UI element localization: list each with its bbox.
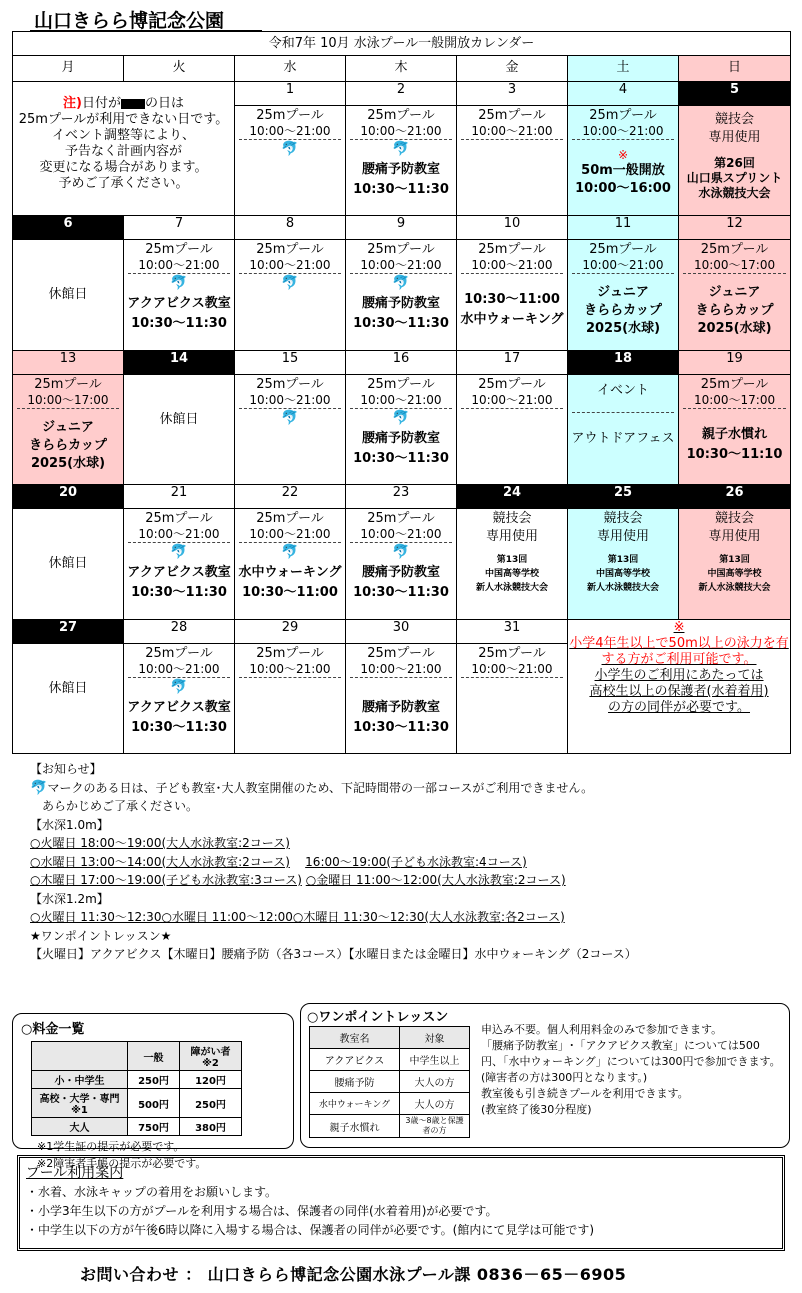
calendar-notice: 注)日付が の日は 25mプールが利用できない日です。 イベント調整等により、 予告なく計画内容が 変更になる場合があります。 予めご了承ください。 <box>13 82 235 216</box>
dow-wed: 水 <box>235 56 346 82</box>
date-10: 10 <box>457 216 568 240</box>
pool-calendar <box>12 31 791 754</box>
date-12: 12 <box>679 216 791 240</box>
date-29: 29 <box>235 620 346 644</box>
fish-icon: 🐬 <box>281 410 299 426</box>
dow-thu: 木 <box>346 56 457 82</box>
day-cell-15: 25mプール 10:00～21:00 🐬 <box>235 375 346 485</box>
day-cell-3: 25mプール 10:00～21:00 <box>457 106 568 216</box>
dow-mon: 月 <box>13 56 124 82</box>
day-cell-2: 25mプール 10:00～21:00 🐬 腰痛予防教室 10:30～11:30 <box>346 106 457 216</box>
fish-icon: 🐬 <box>392 275 410 291</box>
date-26: 26 <box>679 485 791 509</box>
day-cell-4: 25mプール 10:00～21:00 ※ 50m一般開放 10:00～16:00 <box>568 106 679 216</box>
organization-title: 山口きらら博記念公園 <box>34 10 225 32</box>
date-4: 4 <box>568 82 679 106</box>
dow-sun: 日 <box>679 56 791 82</box>
notice-section: 【お知らせ】 🐬マークのある日は、子ども教室･大人教室開催のため、下記時間帯の一部コースがご利用できません。 あらかじめご了承ください。 【水深1.0m】 ○火曜日 18:00～19:00(大人水泳教室:2コース) ○水曜日 13:00～14:00(大人水泳教室:2コース) 16:00～19:00(子ども水泳教室:4コース) ○木曜日 17:00～19:00(子ども水泳教室:3コース) ○金曜日 11:00～12:00(大人水泳教室:2コース) 【水深1.2m】 ○火曜日 11:30～12:30○水曜日 11:00～12:00○木曜日 11:30～12:30(大人水泳教室:各2コース) ★ワンポイントレッスン★ 【火曜日】アクアビクス【木曜日】腰痛予防（各3コース）【水曜日または金曜日】水中ウォーキング（2コース） <box>30 762 637 961</box>
date-16: 16 <box>346 351 457 375</box>
date-17: 17 <box>457 351 568 375</box>
day-cell-23: 25mプール 10:00～21:00 🐬 腰痛予防教室 10:30～11:30 <box>346 509 457 620</box>
pool-usage-guide: プール利用案内 ・水着、水泳キャップの着用をお願いします。 ・小学3年生以下の方がプールを利用する場合は、保護者の同伴(水着着用)が必要です。 ・中学生以下の方が午後6時以降に入場する場合は、保護者の同伴が必要です。(館内にて見学は可能です) <box>17 1155 785 1251</box>
date-11: 11 <box>568 216 679 240</box>
fish-icon: 🐬 <box>281 544 299 560</box>
date-30: 30 <box>346 620 457 644</box>
day-cell-30: 25mプール 10:00～21:00 腰痛予防教室 10:30～11:30 <box>346 644 457 754</box>
date-2: 2 <box>346 82 457 106</box>
guide-title: プール利用案内 <box>26 1165 124 1181</box>
day-cell-17: 25mプール 10:00～21:00 <box>457 375 568 485</box>
fish-icon: 🐬 <box>392 544 410 560</box>
date-8: 8 <box>235 216 346 240</box>
day-cell-16: 25mプール 10:00～21:00 🐬 腰痛予防教室 10:30～11:30 <box>346 375 457 485</box>
fish-icon: 🐬 <box>281 275 299 291</box>
fee-table: 一般 障がい者※2 小・中学生 250円 120円 高校・大学・専門※1 500円 250円 大人 750円 380円 <box>31 1041 242 1136</box>
date-9: 9 <box>346 216 457 240</box>
date-25: 25 <box>568 485 679 509</box>
black-date-sample <box>121 99 145 109</box>
day-cell-18: イベント アウトドアフェス <box>568 375 679 485</box>
date-13: 13 <box>13 351 124 375</box>
fee-title: ○料金一覧 <box>21 1022 85 1037</box>
day-cell-9: 25mプール 10:00～21:00 🐬 腰痛予防教室 10:30～11:30 <box>346 240 457 351</box>
day-cell-27: 休館日 <box>13 644 124 754</box>
day-cell-7: 25mプール 10:00～21:00 🐬 アクアビクス教室 10:30～11:30 <box>124 240 235 351</box>
fish-icon: 🐬 <box>281 141 299 157</box>
date-6: 6 <box>13 216 124 240</box>
calendar-title: 令和7年 10月 水泳プール一般開放カレンダー <box>13 32 791 56</box>
day-cell-1: 25mプール 10:00～21:00 🐬 <box>235 106 346 216</box>
day-cell-26: 競技会 専用使用 第13回 中国高等学校 新人水泳競技大会 <box>679 509 791 620</box>
date-18: 18 <box>568 351 679 375</box>
day-cell-25: 競技会 専用使用 第13回 中国高等学校 新人水泳競技大会 <box>568 509 679 620</box>
fish-icon: 🐬 <box>30 779 48 796</box>
date-1: 1 <box>235 82 346 106</box>
fish-icon: 🐬 <box>392 410 410 426</box>
fish-icon: 🐬 <box>170 544 188 560</box>
fee-panel: ○料金一覧 一般 障がい者※2 小・中学生 250円 120円 高校・大学・専門※1 500円 250円 大人 750円 380円 ※1学生証の提示が必要です。 ※2障害者手帳の提示が必要です。 <box>12 1013 294 1149</box>
lesson-description: 申込み不要。個人利用料金のみで参加できます。 「腰痛予防教室」･「アクアビクス教室」については500円、「水中ウォーキング」については300円で参加できます。(障害者の方は300円となります。) 教室後も引き続きプールを利用できます。 (教室終了後30分程度) <box>481 1023 781 1116</box>
date-23: 23 <box>346 485 457 509</box>
date-27: 27 <box>13 620 124 644</box>
date-5: 5 <box>679 82 791 106</box>
day-cell-21: 25mプール 10:00～21:00 🐬 アクアビクス教室 10:30～11:30 <box>124 509 235 620</box>
age-requirement-note: ※ 小学4年生以上で50m以上の泳力を有する方がご利用可能です。 小学生のご利用にあたっては 高校生以上の保護者(水着着用) の方の同伴が必要です。 <box>568 620 791 754</box>
day-cell-29: 25mプール 10:00～21:00 <box>235 644 346 754</box>
lesson-panel <box>300 1003 790 1148</box>
day-cell-19: 25mプール 10:00～17:00 親子水慣れ 10:30～11:10 <box>679 375 791 485</box>
date-19: 19 <box>679 351 791 375</box>
day-cell-5: 競技会 専用使用 第26回 山口県スプリント 水泳競技大会 <box>679 106 791 216</box>
day-cell-11: 25mプール 10:00～21:00 ジュニア きららカップ 2025(水球) <box>568 240 679 351</box>
day-cell-28: 25mプール 10:00～21:00 🐬 アクアビクス教室 10:30～11:30 <box>124 644 235 754</box>
fish-icon: 🐬 <box>170 679 188 695</box>
day-cell-14: 休館日 <box>124 375 235 485</box>
day-cell-6: 休館日 <box>13 240 124 351</box>
day-cell-31: 25mプール 10:00～21:00 <box>457 644 568 754</box>
date-15: 15 <box>235 351 346 375</box>
date-24: 24 <box>457 485 568 509</box>
date-21: 21 <box>124 485 235 509</box>
date-20: 20 <box>13 485 124 509</box>
date-7: 7 <box>124 216 235 240</box>
day-cell-8: 25mプール 10:00～21:00 🐬 <box>235 240 346 351</box>
dow-fri: 金 <box>457 56 568 82</box>
day-cell-24: 競技会 専用使用 第13回 中国高等学校 新人水泳競技大会 <box>457 509 568 620</box>
contact-info: お問い合わせ ： 山口きらら博記念公園水泳プール課 0836－65－6905 <box>80 1265 627 1284</box>
date-28: 28 <box>124 620 235 644</box>
date-22: 22 <box>235 485 346 509</box>
fish-icon: 🐬 <box>170 275 188 291</box>
day-cell-10: 25mプール 10:00～21:00 10:30～11:00 水中ウォーキング <box>457 240 568 351</box>
date-14: 14 <box>124 351 235 375</box>
lesson-table: 教室名 対象 アクアビクス 中学生以上 腰痛予防 大人の方 水中ウォーキング 大人の方 親子水慣れ 3歳～8歳と保護者の方 <box>309 1026 470 1138</box>
date-3: 3 <box>457 82 568 106</box>
day-cell-12: 25mプール 10:00～17:00 ジュニア きららカップ 2025(水球) <box>679 240 791 351</box>
day-cell-22: 25mプール 10:00～21:00 🐬 水中ウォーキング 10:30～11:00 <box>235 509 346 620</box>
date-31: 31 <box>457 620 568 644</box>
day-cell-20: 休館日 <box>13 509 124 620</box>
day-cell-13: 25mプール 10:00～17:00 ジュニア きららカップ 2025(水球) <box>13 375 124 485</box>
lesson-title: ○ワンポイントレッスン <box>307 1010 449 1025</box>
fish-icon: 🐬 <box>392 141 410 157</box>
dow-tue: 火 <box>124 56 235 82</box>
dow-sat: 土 <box>568 56 679 82</box>
